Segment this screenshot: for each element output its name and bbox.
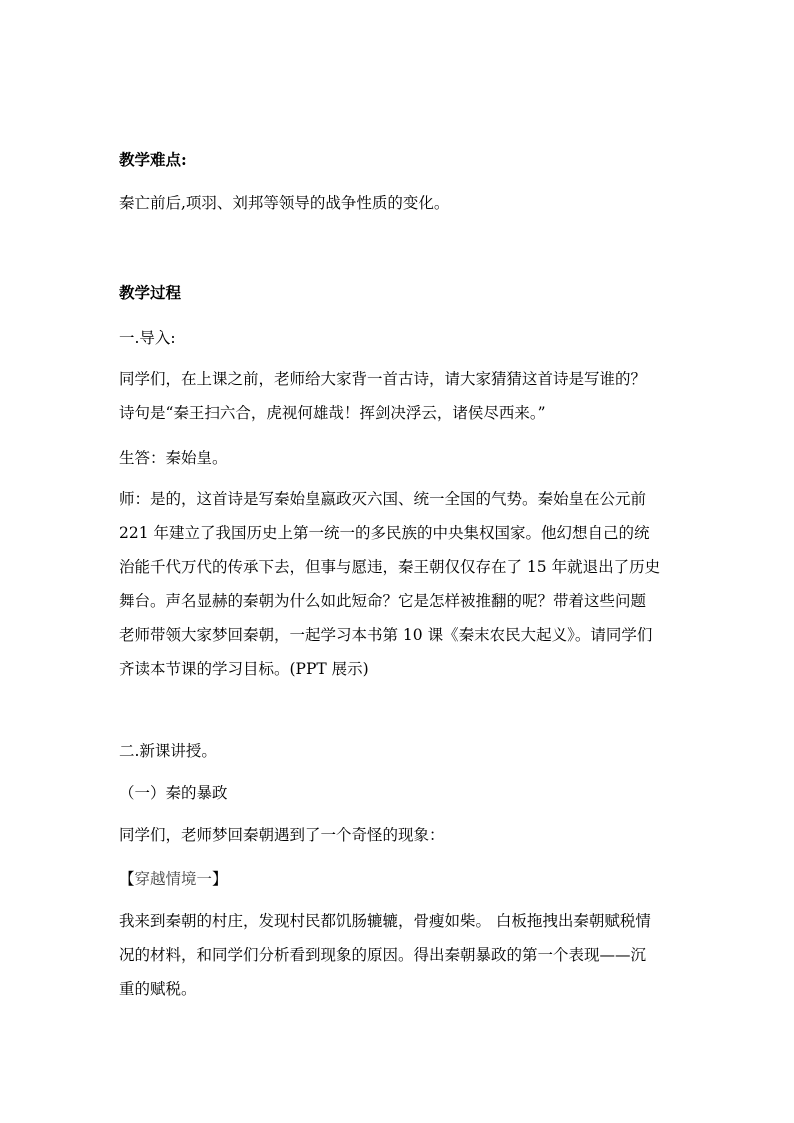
teacher-line-6: 齐读本节课的学习目标。(PPT 展示) xyxy=(119,660,369,678)
student-answer: 生答：秦始皇。 xyxy=(119,449,228,467)
situation-bracket-open: 【 xyxy=(119,870,135,888)
situation-label-text: 穿越情境一 xyxy=(134,870,213,888)
situation-line-3: 重的赋税。 xyxy=(119,980,197,998)
sub-section-heading: （一）秦的暴政 xyxy=(119,784,228,802)
situation-line-2: 况的材料，和同学们分析看到现象的原因。得出秦朝暴政的第一个表现——沉 xyxy=(119,946,647,964)
sub-section-intro: 同学们，老师梦回秦朝遇到了一个奇怪的现象： xyxy=(119,826,445,844)
intro-paragraph xyxy=(119,362,679,430)
new-lesson-heading: 二.新课讲授。 xyxy=(119,742,217,760)
situation-line-1: 我来到秦朝的村庄，发现村民都饥肠辘辘，骨瘦如柴。 白板拖拽出秦朝赋税情 xyxy=(119,912,651,930)
teacher-line-4: 舞台。声名显赫的秦朝为什么如此短命？它是怎样被推翻的呢？带着这些问题 xyxy=(119,592,647,610)
teacher-line-3: 治能千代万代的传承下去，但事与愿违，秦王朝仅仅存在了 15 年就退出了历史 xyxy=(119,558,661,576)
intro-heading: 一.导入: xyxy=(119,329,176,347)
process-heading: 教学过程 xyxy=(119,283,182,302)
situation-label xyxy=(119,862,679,896)
teacher-line-5: 老师带领大家梦回秦朝，一起学习本书第 10 课《秦末农民大起义》。请同学们 xyxy=(119,626,653,644)
situation-bracket-close: 】 xyxy=(212,870,228,888)
intro-line-2: 诗句是“秦王扫六合，虎视何雄哉！挥剑决浮云，诸侯尽西来。” xyxy=(119,404,546,422)
teacher-line-2: 221 年建立了我国历史上第一统一的多民族的中央集权国家。他幻想自己的统 xyxy=(119,524,650,542)
teacher-paragraph xyxy=(119,482,679,686)
teacher-line-1: 师：是的，这首诗是写秦始皇嬴政灭六国、统一全国的气势。秦始皇在公元前 xyxy=(119,490,647,508)
difficulty-heading: 教学难点: xyxy=(119,150,187,169)
intro-line-1: 同学们，在上课之前，老师给大家背一首古诗，请大家猜猜这首诗是写谁的？ xyxy=(119,370,647,388)
difficulty-text: 秦亡前后,项羽、刘邦等领导的战争性质的变化。 xyxy=(119,194,450,212)
situation-paragraph xyxy=(119,904,679,1006)
